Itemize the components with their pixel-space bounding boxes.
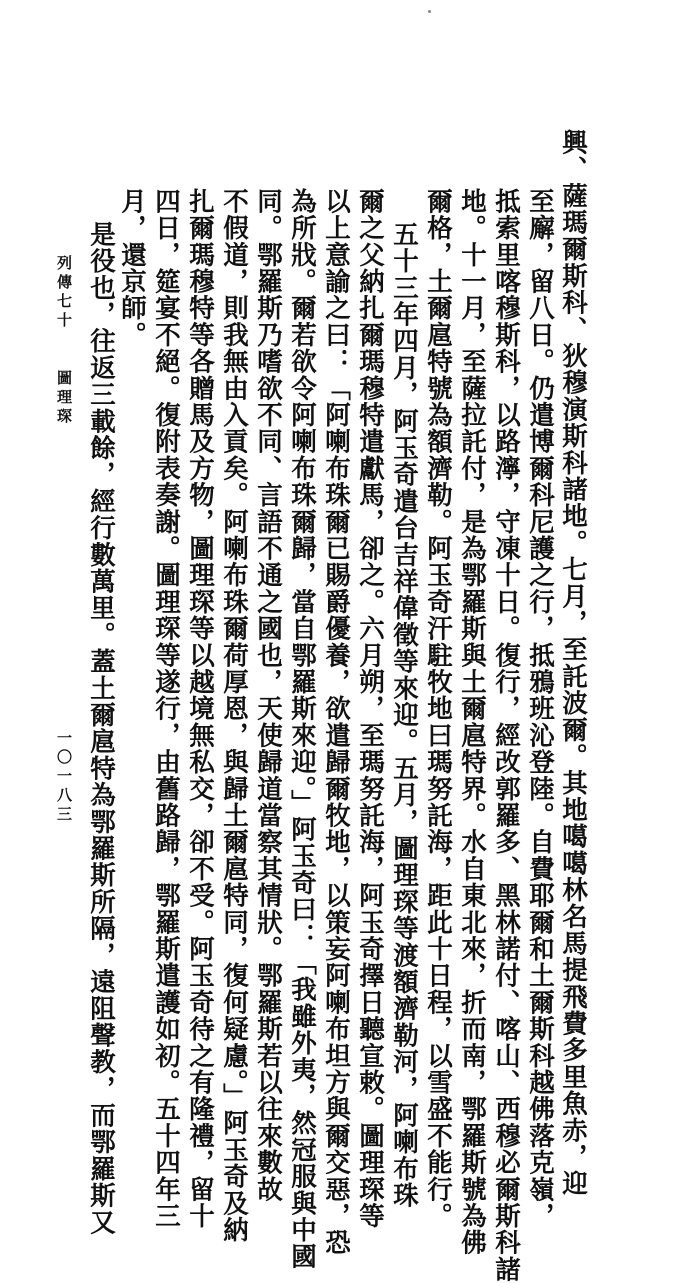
text-column-4: 地。十一月，至薩拉託付，是為鄂羅斯與土爾扈特界。水自東北來，折而南，鄂羅斯號為佛 <box>457 188 487 1256</box>
text-column-1: 興、薩瑪爾斯科、狄穆演斯科諸地。七月，至託波爾。其地噶噶林名馬提飛費多里魚赤，迎 <box>558 129 588 1197</box>
text-column-7: 爾之父納扎爾瑪穆特遣獻馬，卻之。六月朔，至瑪努託海，阿玉奇擇日聽宣敕。圖理琛等 <box>355 188 385 1230</box>
chapter-header: 列傳七十 <box>55 255 73 331</box>
text-column-5: 爾格，土爾扈特號為額濟勒。阿玉奇汗駐牧地曰瑪努託海，距此十日程，以雪盛不能行。 <box>423 188 453 1230</box>
text-column-10: 同。鄂羅斯乃嗜欲不同、言語不通之國也，天使歸道當察其情狀。鄂羅斯若以往來數故 <box>253 188 283 1203</box>
text-column-8: 以上意諭之曰：「阿喇布珠爾已賜爵優養，欲遣歸爾牧地，以策妄阿喇布坦方與爾交惡，恐 <box>321 188 351 1256</box>
text-column-2: 至廨，留八日。仍遣博爾科尼護之行，抵鴉班沁登陸。自費耶爾和土爾斯科越佛落克嶺， <box>525 188 555 1230</box>
scan-speck <box>428 10 431 13</box>
subject-name: 圖理琛 <box>55 370 73 427</box>
text-column-15: 是役也，往返三載餘，經行數萬里。蓋土爾扈特為鄂羅斯所隔，遠阻聲教，而鄂羅斯又 <box>86 221 116 1236</box>
text-column-6: 五十三年四月，阿玉奇遣台吉祥偉徵等來迎。五月，圖理琛等渡額濟勒河，阿喇布珠 <box>389 221 419 1209</box>
text-column-3: 抵索里喀穆斯科，以路濘，守凍十日。復行，經改郭羅多、黑林諾付、喀山、西穆必爾斯科諸 <box>491 188 521 1283</box>
text-column-14: 月，還京師。 <box>117 188 147 349</box>
text-column-11: 不假道，則我無由入貢矣。阿喇布珠爾荷厚恩，與歸土爾扈特同，復何疑慮。」阿玉奇及納 <box>219 188 249 1244</box>
text-column-13: 四日，筵宴不絕。復附表奏謝。圖理琛等遂行，由舊路歸，鄂羅斯遣護如初。五十四年三 <box>151 188 181 1230</box>
text-column-9: 為所戕。爾若欲令阿喇布珠爾歸，當自鄂羅斯來迎。」阿玉奇曰：「我雖外夷，然冠服與中國 <box>287 188 317 1270</box>
page-number: 一〇一八三 <box>55 730 73 825</box>
text-column-12: 扎爾瑪穆特等各贈馬及方物，圖理琛等以越境無私交，卻不受。阿玉奇待之有隆禮，留十 <box>185 188 215 1230</box>
